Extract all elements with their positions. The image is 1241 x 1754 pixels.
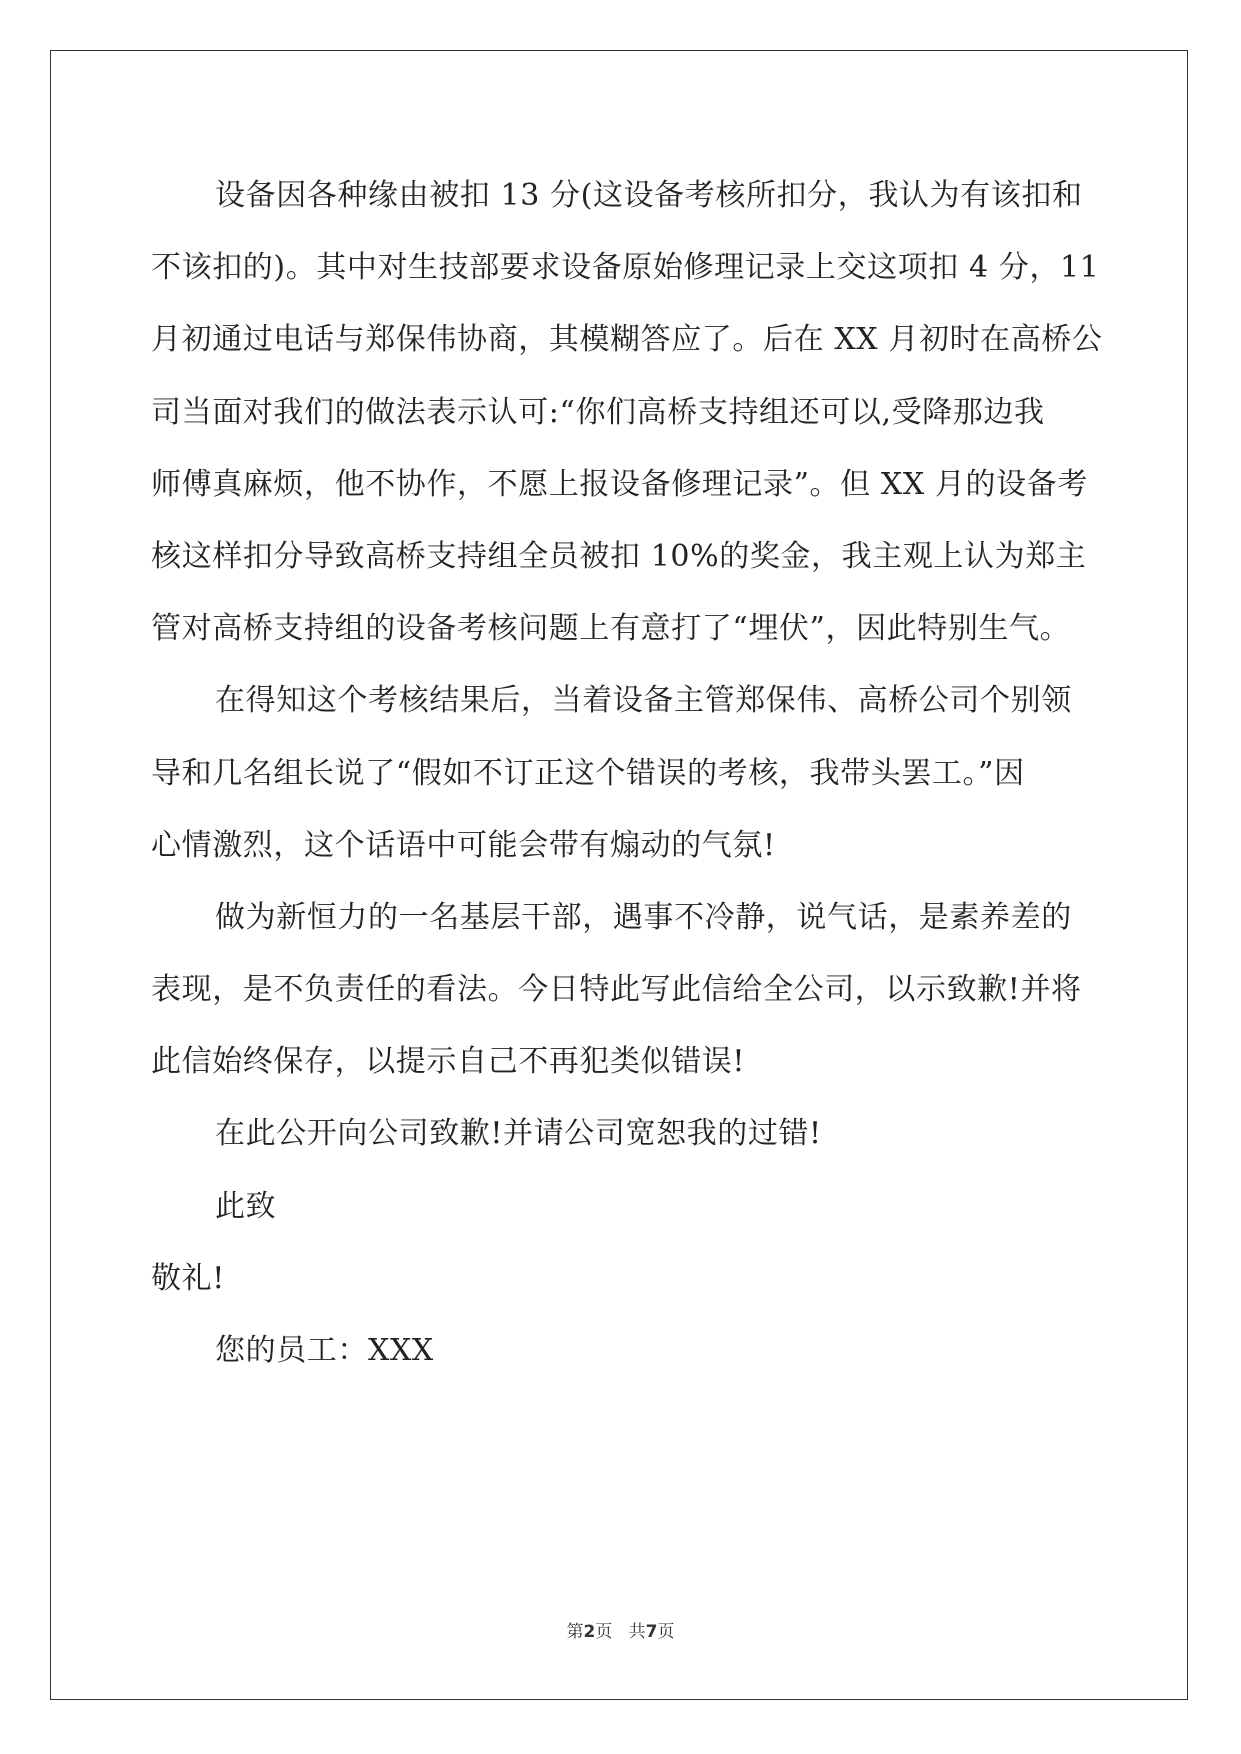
page-footer bbox=[0, 1617, 1241, 1642]
text-line: 月初通过电话与郑保伟协商，其模糊答应了。后在 XX 月初时在高桥公 bbox=[151, 322, 1103, 358]
page-prefix: 第 bbox=[566, 1622, 584, 1642]
signature-line: 您的员工：XXX bbox=[215, 1333, 434, 1368]
text-line: 设备因各种缘由被扣 13 分(这设备考核所扣分，我认为有该扣和 bbox=[215, 178, 1083, 213]
text-line: 心情激烈，这个话语中可能会带有煽动的气氛! bbox=[151, 827, 776, 863]
text-line: 此信始终保存，以提示自己不再犯类似错误! bbox=[151, 1044, 746, 1080]
total-pages: 7 bbox=[645, 1622, 658, 1642]
text-line: 做为新恒力的一名基层干部，遇事不冷静，说气话，是素养差的 bbox=[215, 899, 1072, 935]
page-number: 2 bbox=[583, 1622, 596, 1642]
closing-salutation: 此致 bbox=[215, 1188, 277, 1224]
closing-respect: 敬礼! bbox=[151, 1260, 225, 1296]
text-line: 师傅真麻烦，他不协作，不愿上报设备修理记录”。但 XX 月的设备考 bbox=[151, 466, 1088, 502]
total-suffix: 页 bbox=[657, 1622, 675, 1642]
total-prefix: 共 bbox=[628, 1622, 646, 1642]
text-line: 管对高桥支持组的设备考核问题上有意打了“埋伏”，因此特别生气。 bbox=[151, 611, 1071, 647]
text-line: 在得知这个考核结果后，当着设备主管郑保伟、高桥公司个别领 bbox=[215, 683, 1072, 719]
text-line: 核这样扣分导致高桥支持组全员被扣 10%的奖金，我主观上认为郑主 bbox=[151, 538, 1087, 574]
text-line: 不该扣的)。其中对生技部要求设备原始修理记录上交这项扣 4 分，11 bbox=[151, 250, 1100, 286]
text-line: 导和几名组长说了“假如不订正这个错误的考核，我带头罢工。”因 bbox=[151, 755, 1025, 791]
text-line: 在此公开向公司致歉!并请公司宽恕我的过错! bbox=[215, 1116, 822, 1152]
page-suffix: 页 bbox=[595, 1622, 613, 1642]
text-line: 表现，是不负责任的看法。今日特此写此信给全公司，以示致歉!并将 bbox=[151, 972, 1082, 1008]
letter-body bbox=[151, 160, 1103, 1387]
text-line: 司当面对我们的做法表示认可:“你们高桥支持组还可以,受降那边我 bbox=[151, 394, 1045, 430]
